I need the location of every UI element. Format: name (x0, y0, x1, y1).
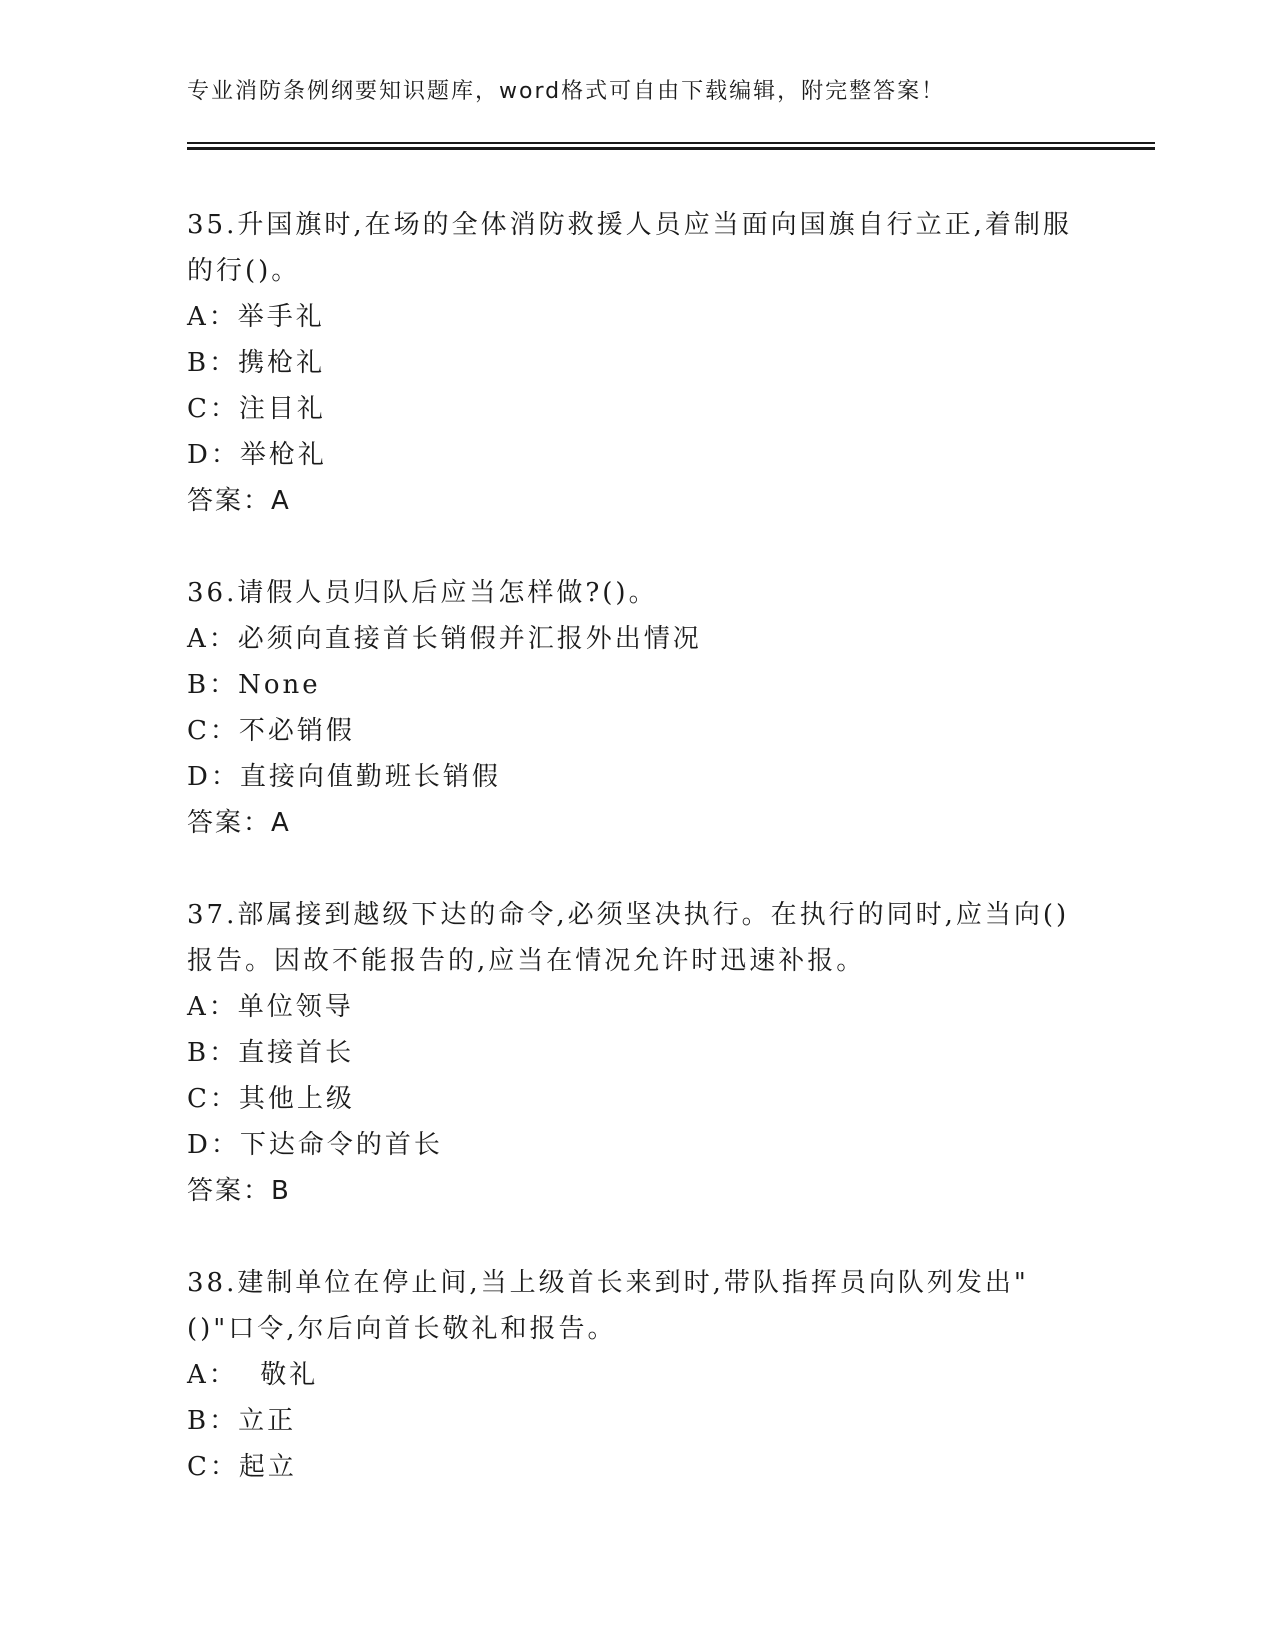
answer: 答案：A (187, 808, 291, 838)
question-text: 38.建制单位在停止间,当上级首长来到时,带队指挥员向队列发出"()"口令,尔后向首长敬礼和报告。 (187, 1268, 1029, 1344)
document-header: 专业消防条例纲要知识题库，word格式可自由下载编辑，附完整答案！ (187, 79, 946, 104)
option-b: B：立正 (187, 1406, 297, 1436)
answer: 答案：A (187, 486, 291, 516)
question-text: 36.请假人员归队后应当怎样做?()。 (187, 578, 658, 608)
option-c: C：不必销假 (187, 716, 355, 746)
question-38 (187, 1260, 1077, 1490)
option-d: D：举枪礼 (187, 440, 327, 470)
question-36 (187, 570, 1077, 846)
option-c: C：起立 (187, 1452, 297, 1482)
option-d: D：下达命令的首长 (187, 1130, 443, 1160)
option-a: A：单位领导 (187, 992, 354, 1022)
option-c: C：其他上级 (187, 1084, 355, 1114)
option-a: A：必须向直接首长销假并汇报外出情况 (187, 624, 702, 654)
option-b: B：直接首长 (187, 1038, 355, 1068)
option-b: B：携枪礼 (187, 348, 326, 378)
option-b: B：None (187, 670, 321, 700)
option-c: C：注目礼 (187, 394, 326, 424)
header-rule-thick (187, 147, 1155, 150)
option-d: D：直接向值勤班长销假 (187, 762, 501, 792)
question-text: 37.部属接到越级下达的命令,必须坚决执行。在执行的同时,应当向()报告。因故不能报告的,应当在情况允许时迅速补报。 (187, 900, 1070, 976)
answer: 答案：B (187, 1176, 291, 1206)
option-a: A： 敬礼 (187, 1360, 319, 1390)
option-a: A：举手礼 (187, 302, 325, 332)
question-text: 35.升国旗时,在场的全体消防救援人员应当面向国旗自行立正,着制服的行()。 (187, 210, 1072, 286)
question-list (187, 202, 1077, 1536)
header-rule-thin (187, 142, 1155, 144)
question-35 (187, 202, 1077, 524)
question-37 (187, 892, 1077, 1214)
